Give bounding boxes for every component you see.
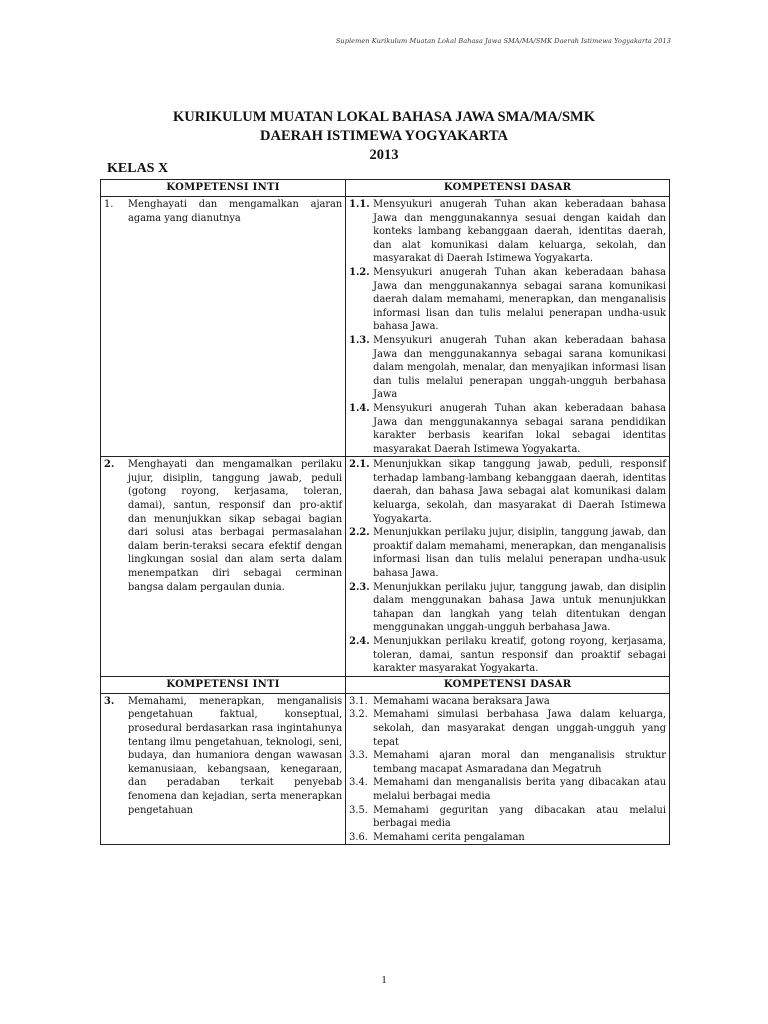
kd-item bbox=[349, 581, 666, 635]
title-line-3: 2013 bbox=[369, 147, 399, 163]
kd-item bbox=[349, 749, 666, 776]
kd-item bbox=[349, 708, 666, 749]
kd-item bbox=[349, 526, 666, 580]
kd-text: Menunjukkan perilaku kreatif, gotong royong, kerjasama, toleran, damai, santun responsif dan proaktif sebagai karakter masyarakat Yogyakarta. bbox=[373, 636, 666, 675]
title-line-2: DAERAH ISTIMEWA YOGYAKARTA bbox=[260, 128, 508, 144]
kd-number: 3.2. bbox=[349, 709, 368, 721]
page-number: 1 bbox=[381, 974, 387, 986]
ki-number: 2. bbox=[104, 459, 115, 471]
ki-cell bbox=[101, 693, 346, 845]
header-kompetensi-dasar: KOMPETENSI DASAR bbox=[346, 180, 670, 197]
kd-item bbox=[349, 266, 666, 334]
document-title bbox=[0, 108, 768, 165]
kd-text: Memahami ajaran moral dan menganalisis struktur tembang macapat Asmaradana dan Megatruh bbox=[373, 750, 666, 775]
kd-text: Memahami cerita pengalaman bbox=[373, 831, 525, 843]
ki-number: 3. bbox=[104, 695, 115, 707]
ki-text: Memahami, menerapkan, menganalisis pengetahuan faktual, konseptual, prosedural berdasarkan rasa ingintahunya tentang ilmu pengetahuan, teknologi, seni, budaya, dan humaniora dengan wawasan kemanusiaan, kebangsaan, kenegaraan, dan peradaban terkait penyebab fenomena dan kejadian, serta menerapkan pengetahuan bbox=[128, 695, 343, 816]
kd-cell bbox=[346, 457, 670, 677]
kd-item bbox=[349, 695, 666, 709]
kd-number: 2.2. bbox=[349, 527, 370, 539]
kd-text: Memahami geguritan yang dibacakan atau melalui berbagai media bbox=[373, 804, 666, 830]
table-header-row bbox=[101, 676, 670, 693]
table-row bbox=[101, 693, 670, 845]
kd-number: 3.6. bbox=[349, 831, 368, 843]
kd-text: Memahami wacana beraksara Jawa bbox=[373, 695, 550, 707]
kd-text: Menunjukkan sikap tanggung jawab, peduli, responsif terhadap lambang-lambang kebanggaan daerah, identitas daerah, dan bahasa Jawa sebagai alat komunikasi dalam keluarga, sekolah, dan masyarakat di Daerah Istimewa Yogyakarta. bbox=[373, 459, 666, 525]
kd-text: Mensyukuri anugerah Tuhan akan keberadaan bahasa Jawa dan menggunakannya sebagai sarana komunikasi daerah dalam memahami, menerapkan, dan menganalisis informasi lisan dan tulis melalui penerapan undha-usuk bahasa Jawa. bbox=[373, 266, 666, 333]
kd-text: Menunjukkan perilaku jujur, disiplin, tanggung jawab, dan proaktif dalam memahami, menerapkan, dan menganalisis informasi lisan dan tulis melalui penerapan undha-usuk bahasa Jawa. bbox=[373, 527, 666, 580]
kd-text: Mensyukuri anugerah Tuhan akan keberadaan bahasa Jawa dan menggunakannya sesuai dengan kaidah dan konteks lambang kebanggaan daerah, identitas daerah, dan alat komunikasi dalam keluarga, sekolah, dan masyarakat di Daerah Istimewa Yogyakarta. bbox=[373, 199, 666, 265]
kd-number: 3.1. bbox=[349, 695, 368, 707]
kompetensi-table bbox=[100, 179, 670, 845]
kd-item bbox=[349, 635, 666, 676]
ki-text: Menghayati dan mengamalkan perilaku jujur, disiplin, tanggung jawab, peduli (gotong royong, kerjasama, toleran, damai), santun, responsif dan pro-aktif dan menunjukkan sikap sebagai bagian dari solusi atas berbagai permasalahan dalam berin-teraksi secara efektif dengan lingkungan sosial dan alam serta dalam menempatkan diri sebagai cerminan bangsa dalam pergaulan dunia. bbox=[128, 459, 343, 593]
table-row bbox=[101, 197, 670, 457]
ki-cell bbox=[101, 197, 346, 457]
kd-number: 1.1. bbox=[349, 199, 370, 210]
kd-number: 1.3. bbox=[349, 334, 370, 346]
header-kompetensi-inti: KOMPETENSI INTI bbox=[101, 676, 346, 693]
ki-text: Menghayati dan mengamalkan ajaran agama yang dianutnya bbox=[128, 199, 343, 224]
kd-text: Memahami dan menganalisis berita yang dibacakan atau melalui berbagai media bbox=[373, 777, 666, 802]
kd-number: 3.4. bbox=[349, 777, 368, 789]
ki-cell bbox=[101, 457, 346, 677]
kd-item bbox=[349, 776, 666, 803]
table-header-row bbox=[101, 180, 670, 197]
kd-item bbox=[349, 198, 666, 266]
kd-text: Menunjukkan perilaku jujur, tanggung jawab, dan disiplin dalam menggunakan bahasa Jawa untuk menunjukkan tahapan dan langkah yang telah ditentukan dengan menggunakan unggah-ungguh berbahasa Jawa. bbox=[373, 581, 666, 634]
kd-item bbox=[349, 804, 666, 831]
header-note: Suplemen Kurikulum Muatan Lokal Bahasa Jawa SMA/MA/SMK Daerah Istimewa Yogyakarta 2013 bbox=[335, 37, 671, 45]
kd-number: 2.4. bbox=[349, 636, 370, 647]
title-line-1: KURIKULUM MUATAN LOKAL BAHASA JAWA SMA/MA/SMK bbox=[172, 109, 595, 125]
kd-number: 2.3. bbox=[349, 581, 370, 593]
kd-cell bbox=[346, 197, 670, 457]
table-row bbox=[101, 457, 670, 677]
kd-item bbox=[349, 831, 666, 845]
kd-number: 3.5. bbox=[349, 804, 368, 816]
kd-item bbox=[349, 402, 666, 456]
kelas-heading: KELAS X bbox=[107, 161, 169, 176]
kd-text: Memahami simulasi berbahasa Jawa dalam keluarga, sekolah, dan masyarakat dengan unggah-ungguh yang tepat bbox=[373, 709, 666, 748]
kd-item bbox=[349, 458, 666, 526]
kd-number: 1.2. bbox=[349, 266, 370, 278]
kd-cell bbox=[346, 693, 670, 845]
header-kompetensi-dasar: KOMPETENSI DASAR bbox=[346, 676, 670, 693]
kd-text: Mensyukuri anugerah Tuhan akan keberadaan bahasa Jawa dan menggunakannya sebagai sarana pendidikan karakter berbasis kearifan lokal sebagai identitas masyarakat Daerah Istimewa Yogyakarta. bbox=[373, 402, 666, 455]
kd-number: 1.4. bbox=[349, 402, 370, 414]
kd-number: 3.3. bbox=[349, 750, 368, 762]
kd-item bbox=[349, 334, 666, 402]
ki-number: 1. bbox=[104, 199, 114, 210]
kd-number: 2.1. bbox=[349, 459, 370, 471]
header-kompetensi-inti: KOMPETENSI INTI bbox=[101, 180, 346, 197]
kd-text: Mensyukuri anugerah Tuhan akan keberadaan bahasa Jawa dan menggunakannya sebagai sarana komunikasi dalam mengolah, menalar, dan menyajikan informasi lisan dan tulis melalui penerapan unggah-ungguh berbahasa Jawa bbox=[373, 334, 666, 401]
